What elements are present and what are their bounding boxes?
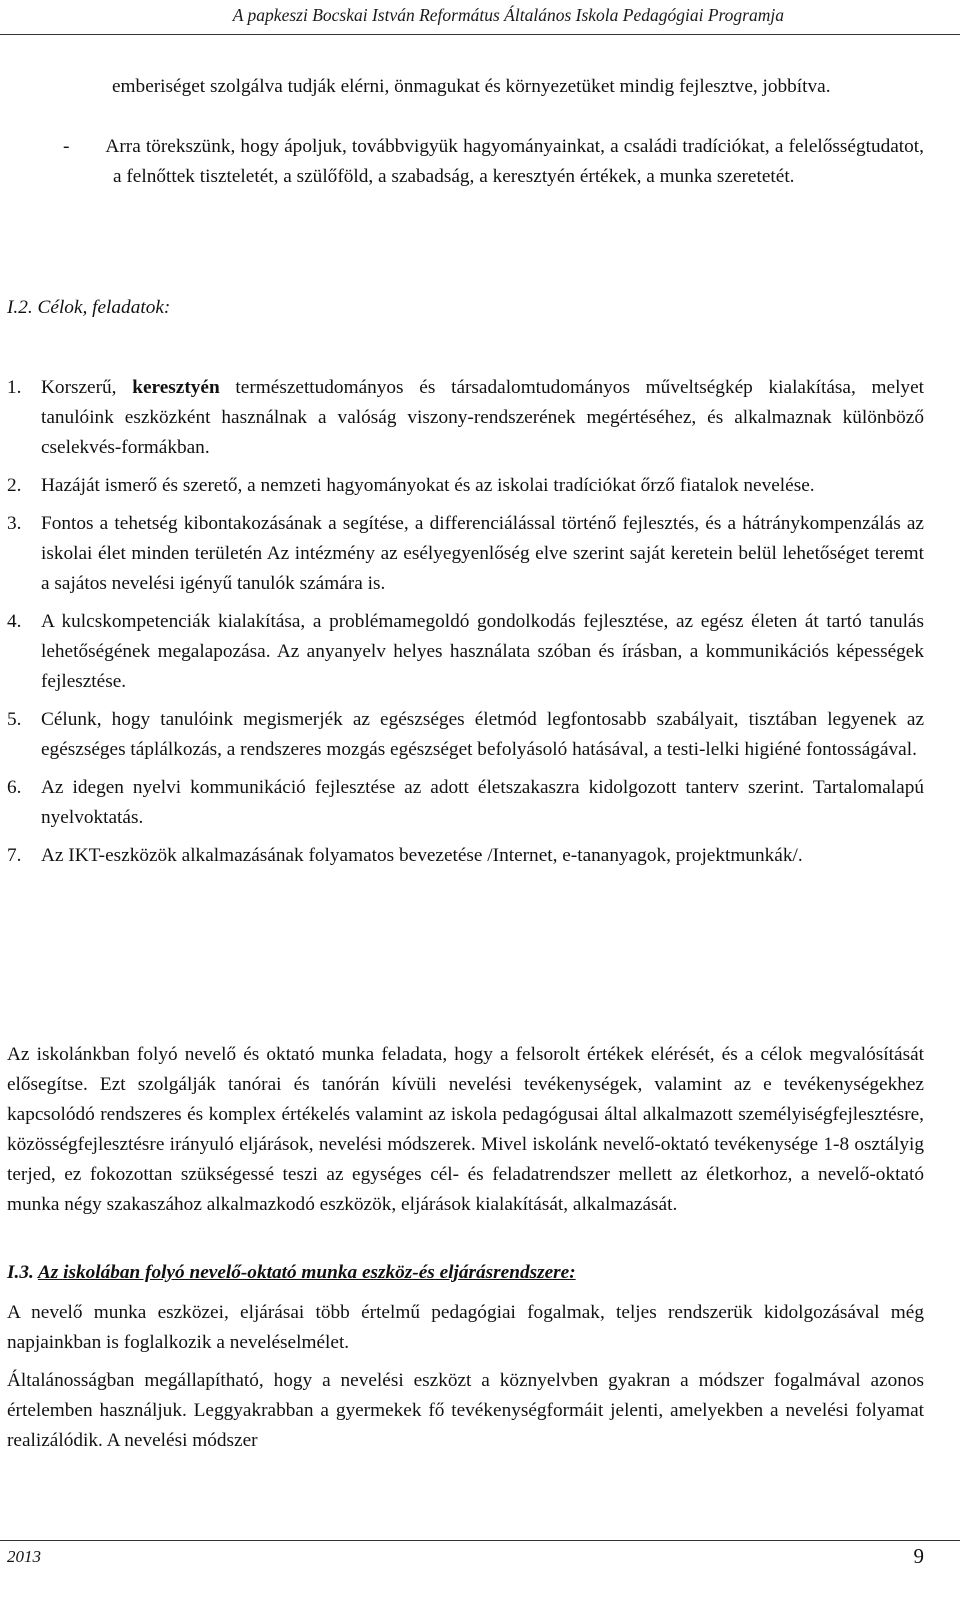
goal-text: Célunk, hogy tanulóink megismerjék az egészséges életmód legfontosabb szabályait, tisztában legyenek az egészséges táplálkozás, a rendszeres mozgás egészséget befolyásoló hatásával, a testi-lelki higiéné fontosságával. (41, 709, 924, 760)
paragraph-1 (7, 1040, 924, 1220)
goal-text: Hazáját ismerő és szerető, a nemzeti hagyományokat és az iskolai tradíciókat őrző fiatalok nevelése. (41, 475, 815, 496)
goal-text: Az IKT-eszközök alkalmazásának folyamatos bevezetése /Internet, e-tananyagok, projektmunkák/. (41, 845, 803, 866)
header-title: A papkeszi Bocskai István Református Általános Iskola Pedagógiai Programja (232, 5, 784, 25)
section-heading-i3 (7, 1262, 576, 1284)
bullet-item (63, 132, 924, 192)
footer-year: 2013 (7, 1547, 41, 1566)
goal-item (7, 373, 924, 463)
goal-item (7, 705, 924, 765)
goal-text-post: természettudományos és társadalomtudományos műveltségkép kialakítása, melyet tanulóink eszközként használnak a valóság viszony-rendszerének megértéséhez, és alkalmaznak különböző cselekvés-formákban. (41, 377, 924, 458)
goal-number: 1. (7, 377, 22, 398)
continuation-block (112, 72, 924, 102)
goal-text: Az idegen nyelvi kommunikáció fejlesztése az adott életszakaszra kidolgozott tanterv szerint. Tartalomalapú nyelvoktatás. (41, 777, 924, 828)
goal-number: 6. (7, 777, 22, 798)
goal-text: Fontos a tehetség kibontakozásának a segítése, a differenciálással történő fejlesztés, és a hátránykompenzálás az iskolai élet minden területén Az intézmény az esélyegyenlőség elve szerint saját keretein belül lehetőséget teremt a sajátos nevelési igényű tanulók számára is. (41, 513, 924, 594)
goal-number: 5. (7, 709, 22, 730)
paragraph-2-text: A nevelő munka eszközei, eljárásai több értelmű pedagógiai fogalmak, teljes rendszerük kidolgozásával még napjainkban is foglalkozik a neveléselmélet. (7, 1302, 924, 1353)
goal-number: 2. (7, 475, 22, 496)
section-number-i3: I.3. (7, 1262, 34, 1283)
goal-number: 4. (7, 611, 22, 632)
bullet-block (63, 132, 924, 192)
footer-rule (0, 1540, 960, 1541)
section-heading-i2: I.2. Célok, feladatok: (7, 297, 171, 318)
goal-text: A kulcskompetenciák kialakítása, a problémamegoldó gondolkodás fejlesztése, az egész életen át tartó tanulás lehetőségének megalapozása. Az anyanyelv helyes használata szóban és írásban, a kommunikációs képességek fejlesztése. (41, 611, 924, 692)
bullet-text: Arra törekszünk, hogy ápoljuk, továbbvigyük hagyományainkat, a családi tradíciókat, a felelősségtudatot, a felnőttek tiszteletét, a szülőföld, a szabadság, a keresztyén értékek, a munka szeretetét. (105, 136, 924, 187)
paragraph-3 (7, 1366, 924, 1456)
section-title-i3: Az iskolában folyó nevelő-oktató munka eszköz-és eljárásrendszere: (37, 1262, 576, 1283)
goal-item (7, 509, 924, 599)
page-header (0, 2, 960, 42)
goal-item (7, 607, 924, 697)
goal-item (7, 841, 924, 871)
goal-number: 7. (7, 845, 22, 866)
goal-item (7, 471, 924, 501)
goal-number: 3. (7, 513, 22, 534)
header-rule (0, 34, 960, 35)
paragraph-3-text: Általánosságban megállapítható, hogy a nevelési eszközt a köznyelvben gyakran a módszer fogalmával azonos értelemben használjuk. Leggyakrabban a gyermekek fő tevékenységformáit jelenti, amelyekben a nevelési folyamat realizálódik. A nevelési módszer (7, 1370, 924, 1451)
paragraph-2 (7, 1298, 924, 1358)
goal-text-pre: Korszerű, (41, 377, 133, 398)
continuation-text: emberiséget szolgálva tudják elérni, önmagukat és környezetüket mindig fejlesztve, jobbítva. (112, 76, 831, 97)
goals-list (7, 373, 924, 879)
page-number: 9 (913, 1544, 924, 1568)
bullet-marker: - (63, 136, 70, 157)
goal-text (41, 373, 924, 463)
goal-text-bold: keresztyén (132, 377, 220, 398)
goal-item (7, 773, 924, 833)
paragraph-1-text: Az iskolánkban folyó nevelő és oktató munka feladata, hogy a felsorolt értékek elérését, és a célok megvalósítását elősegítse. Ezt szolgálják tanórai és tanórán kívüli nevelési tevékenységek, valamint az e tevékenységekhez kapcsolódó rendszeres és komplex értékelés valamint az iskola pedagógusai által alkalmazott személyiségfejlesztésre, közösségfejlesztésre irányuló eljárások, nevelési módszerek. Mivel iskolánk nevelő-oktató tevékenysége 1-8 osztályig terjed, ez fokozottan szükségessé teszi az egységes cél- és feladatrendszer mellett az életkorhoz, a nevelő-oktató munka négy szakaszához alkalmazkodó eszközök, eljárások kialakítását, alkalmazását. (7, 1044, 924, 1215)
